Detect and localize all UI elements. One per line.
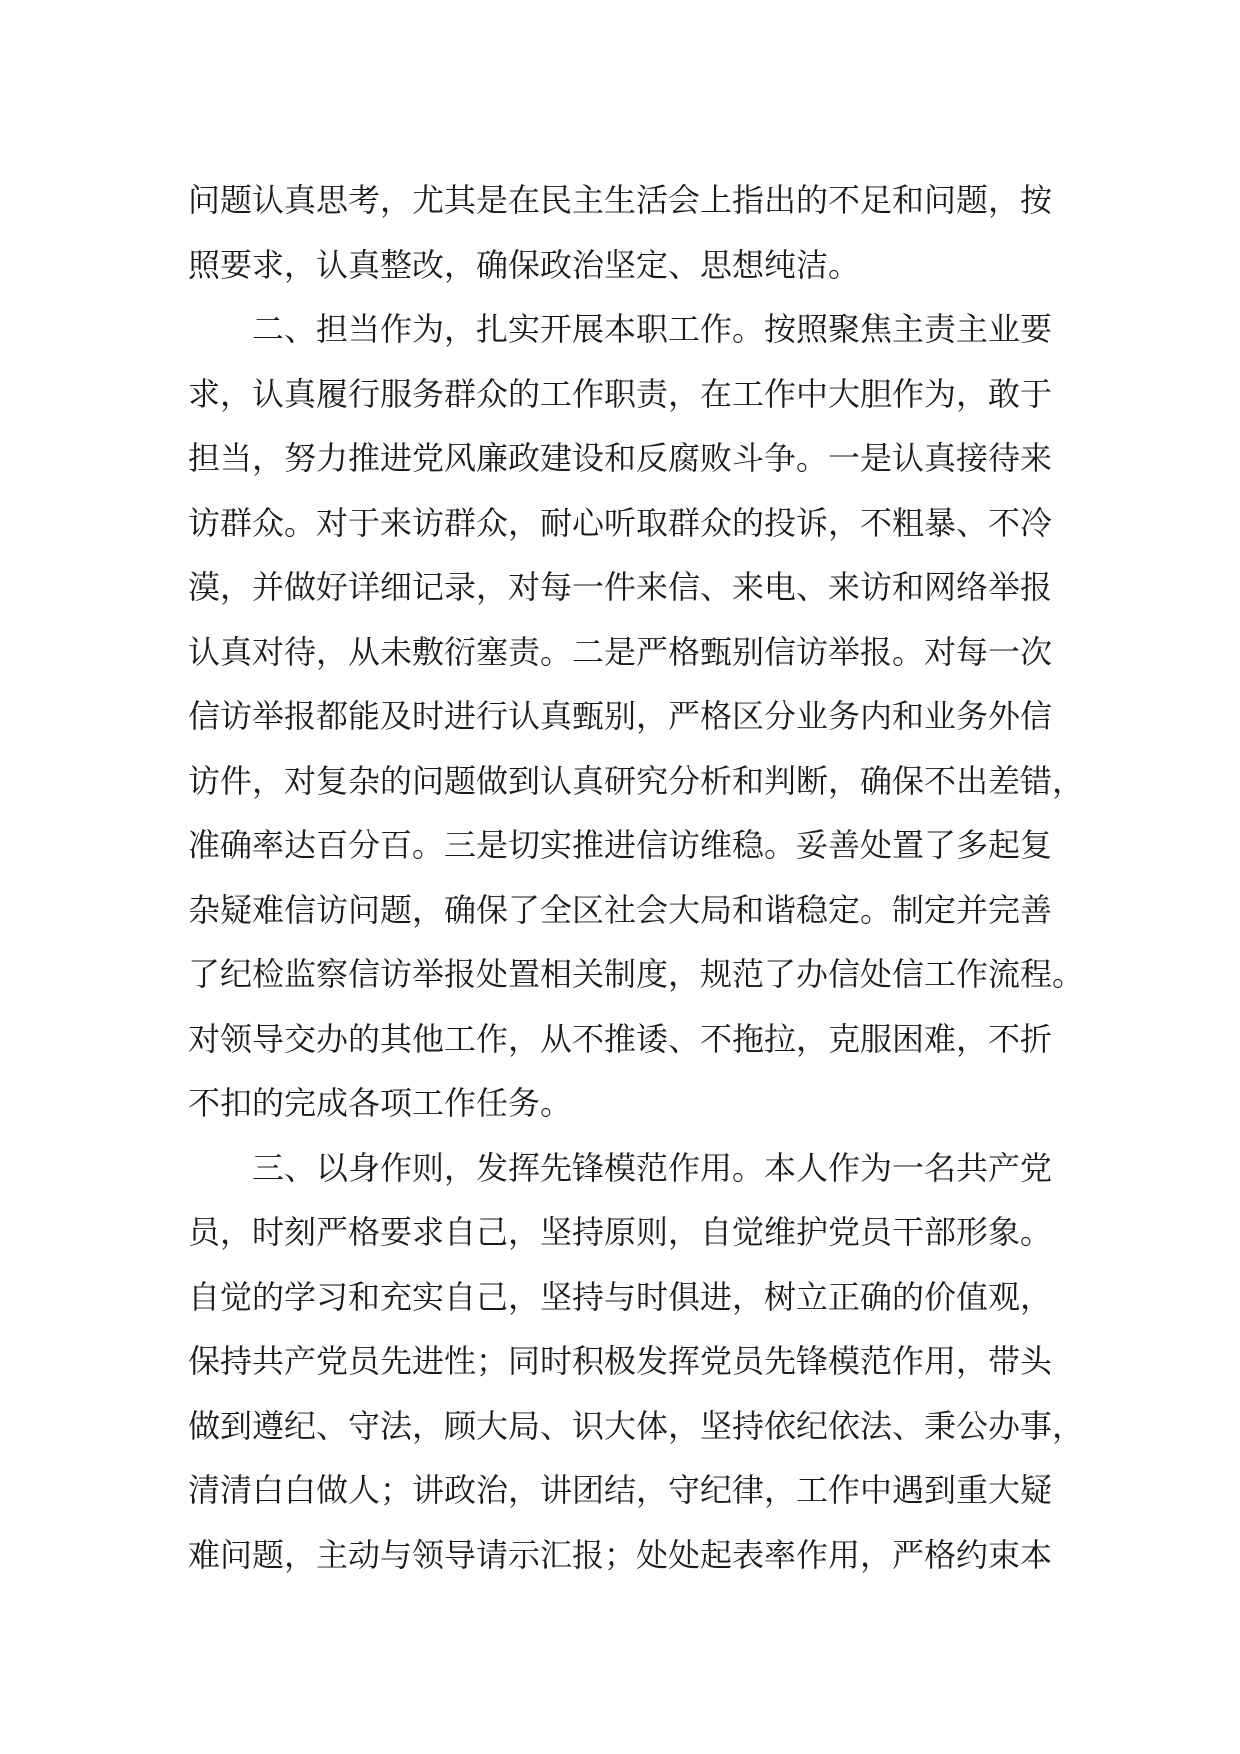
document-body bbox=[188, 168, 1088, 1587]
text-line: 三、以身作则，发挥先锋模范作用。本人作为一名共产党 bbox=[252, 1148, 1053, 1187]
text-line: 认真对待，从未敷衍塞责。二是严格甄别信访举报。对每一次 bbox=[188, 632, 1053, 671]
text-line: 担当，努力推进党风廉政建设和反腐败斗争。一是认真接待来 bbox=[188, 439, 1053, 477]
text-line: 员，时刻严格要求自己，坚持原则，自觉维护党员干部形象。 bbox=[188, 1213, 1053, 1251]
text-line: 信访举报都能及时进行认真甄别，严格区分业务内和业务外信 bbox=[188, 697, 1053, 735]
text-line: 二、担当作为，扎实开展本职工作。按照聚焦主责主业要 bbox=[252, 310, 1053, 348]
text-line: 访件，对复杂的问题做到认真研究分析和判断，确保不出差错， bbox=[188, 761, 1085, 800]
text-line: 照要求，认真整改，确保政治坚定、思想纯洁。 bbox=[188, 245, 861, 284]
text-line: 准确率达百分百。三是切实推进信访维稳。妥善处置了多起复 bbox=[188, 826, 1053, 864]
text-line: 杂疑难信访问题，确保了全区社会大局和谐稳定。制定并完善 bbox=[188, 890, 1053, 929]
text-line: 对领导交办的其他工作，从不推诿、不拖拉，克服困难，不折 bbox=[188, 1019, 1053, 1058]
text-line: 做到遵纪、守法，顾大局、识大体，坚持依纪依法、秉公办事， bbox=[188, 1406, 1085, 1445]
text-line: 访群众。对于来访群众，耐心听取群众的投诉，不粗暴、不冷 bbox=[188, 503, 1053, 542]
text-line: 求，认真履行服务群众的工作职责，在工作中大胆作为，敢于 bbox=[188, 374, 1053, 413]
text-line: 清清白白做人；讲政治，讲团结，守纪律，工作中遇到重大疑 bbox=[188, 1471, 1053, 1509]
text-line: 保持共产党员先进性；同时积极发挥党员先锋模范作用，带头 bbox=[188, 1342, 1053, 1380]
text-line: 难问题，主动与领导请示汇报；处处起表率作用，严格约束本 bbox=[188, 1535, 1053, 1574]
text-line: 漠，并做好详细记录，对每一件来信、来电、来访和网络举报 bbox=[188, 568, 1053, 606]
text-line: 了纪检监察信访举报处置相关制度，规范了办信处信工作流程。 bbox=[188, 955, 1085, 993]
text-line: 问题认真思考，尤其是在民主生活会上指出的不足和问题，按 bbox=[188, 181, 1053, 219]
text-line: 不扣的完成各项工作任务。 bbox=[188, 1084, 573, 1122]
text-line: 自觉的学习和充实自己，坚持与时俱进，树立正确的价值观， bbox=[188, 1277, 1053, 1316]
